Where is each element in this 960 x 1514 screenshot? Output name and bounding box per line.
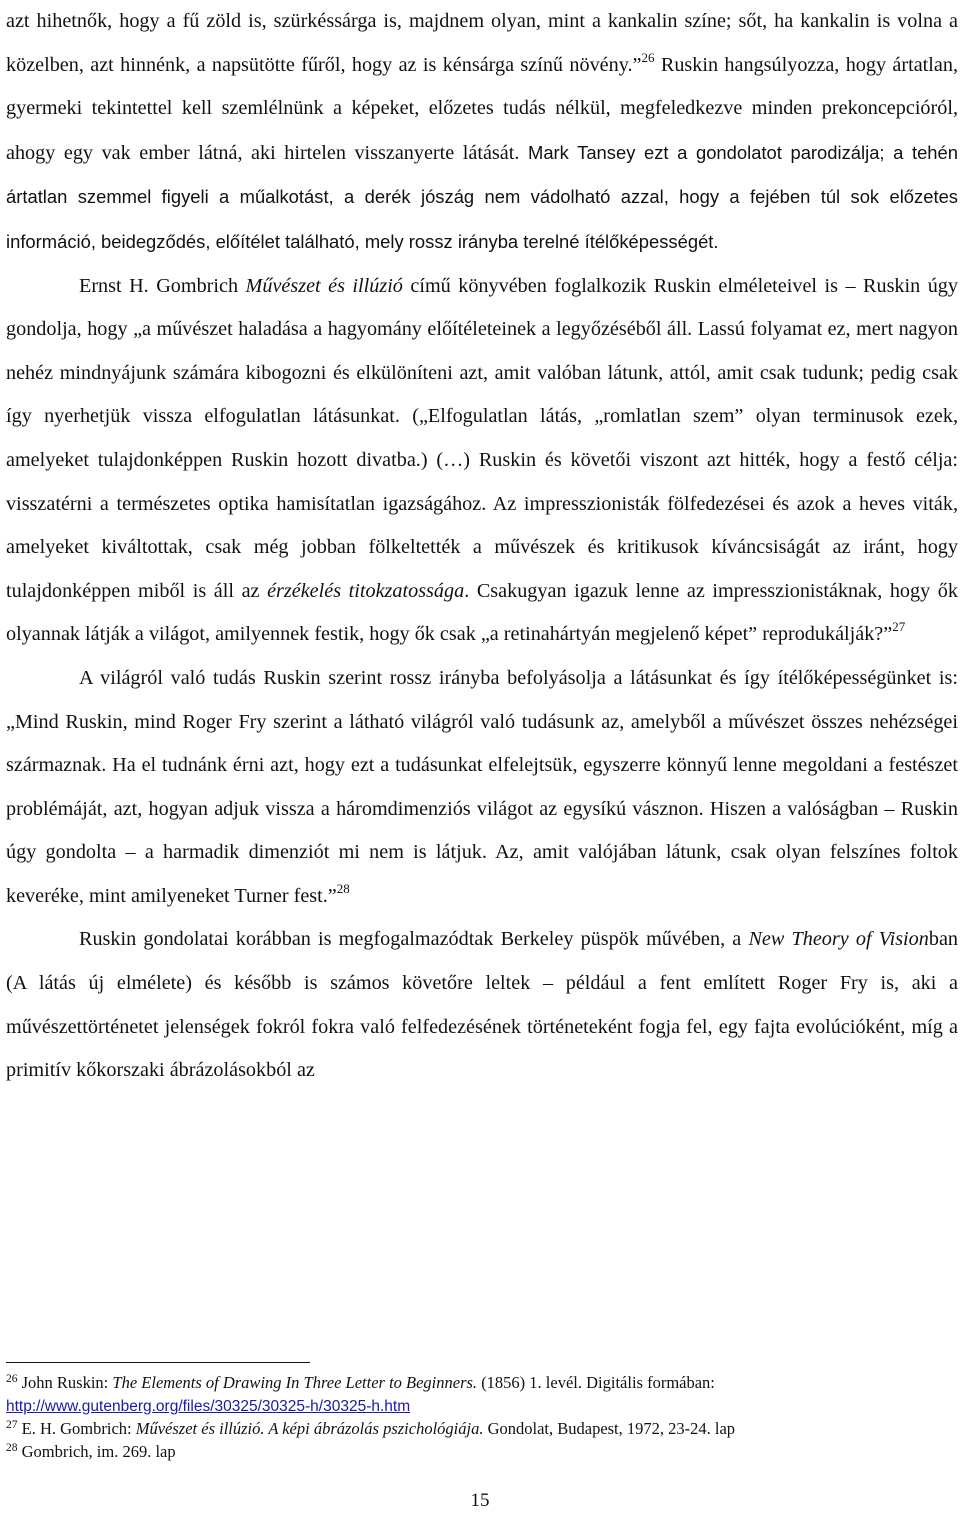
footnote-text: (1856) 1. levél. Digitális formában: xyxy=(477,1373,715,1392)
footnote-separator xyxy=(6,1362,310,1363)
paragraph-text-sans: Mark Tansey ezt a gondolatot parodizálja; a tehén ártatlan szemmel figyeli a műalkotást, a derék jószág nem vádolható azzal, hogy a fejében túl sok előzetes információ, beidegződés, előítélet található, mely rossz irányba terelné ítélőképességét. xyxy=(6,141,958,252)
paragraph-text: című könyvében foglalkozik Ruskin elméleteivel is – Ruskin úgy gondolja, hogy „a művészet haladása a hagyomány előítéleteinek a legyőzéséből áll. Lassú folyamat ez, mert nagyon nehéz mindnyájunk számára kibogozni és elkülöníteni azt, amit valóban látunk, attól, amit csak tudunk; pedig csak így nyerhetjük vissza elfogulatlan látásunkat. („Elfogulatlan látás, „romlatlan szem” olyan terminusok ezek, amelyeket tulajdonképpen Ruskin hozott divatba.) (…) Ruskin és követői viszont azt hitték, hogy a festő célja: visszatérni a természetes optika hamisítatlan igazságához. Az impresszionisták fölfedezései és azok a heves viták, amelyeket kiváltottak, csak még jobban fölkeltették a művészek és kritikusok kíváncsiságát az iránt, hogy tulajdonképpen miből is áll az xyxy=(6,274,958,602)
paragraph-berkeley xyxy=(6,918,958,1092)
paragraph-ruskin-innocent-eye xyxy=(6,0,958,265)
paragraph-text: . Csakugyan igazuk lenne az impresszionistáknak, hogy ők olyannak látják a világot, amilyennek festik, hogy ők csak „a retinahártyán megjelenő képet” reprodukálják?” xyxy=(6,579,958,646)
footnote-text: John Ruskin: xyxy=(17,1373,113,1392)
footnotes xyxy=(6,1372,958,1463)
footnote-27 xyxy=(6,1418,958,1441)
paragraph-knowledge xyxy=(6,657,958,919)
footnote-text: E. H. Gombrich: xyxy=(17,1419,136,1438)
paragraph-text: Ernst H. Gombrich xyxy=(79,274,246,297)
book-title: New Theory of Vision xyxy=(748,928,929,951)
main-text xyxy=(6,0,958,1093)
paragraph-text: Ruskin gondolatai korábban is megfogalmazódtak Berkeley püspök művében, a xyxy=(79,928,749,951)
footnote-reference[interactable]: 27 xyxy=(892,619,906,635)
footnote-link[interactable]: http://www.gutenberg.org/files/30325/30325-h/30325-h.htm xyxy=(6,1397,411,1415)
footnote-28 xyxy=(6,1441,958,1464)
footnote-text: Gondolat, Budapest, 1972, 23-24. lap xyxy=(483,1419,736,1438)
footnote-text: Gombrich, im. 269. lap xyxy=(17,1441,176,1461)
paragraph-text: azt hihetnők, hogy a fű zöld is, szürkéssárga is, majdnem olyan, mint a kankalin színe; sőt, ha kankalin is volna a közelben, azt hinnénk, a napsütötte fűről, hogy az is kénsárga színű növény.” xyxy=(6,10,958,76)
paragraph-text: Ruskin hangsúlyozza, hogy ártatlan, gyermeki tekintettel kell szemlélnünk a képeket, előzetes tudás nélkül, megfeledkezve minden prekoncepcióról, ahogy egy vak ember látná, aki hirtelen visszanyerte látását. xyxy=(6,53,958,164)
footnote-reference[interactable]: 26 xyxy=(641,49,655,65)
footnote-number: 27 xyxy=(6,1419,18,1431)
footnote-number: 28 xyxy=(6,1441,18,1454)
page-number: 15 xyxy=(470,1490,490,1511)
emphasis-text: érzékelés titokzatossága xyxy=(267,579,465,602)
footnote-26 xyxy=(6,1372,958,1418)
footnote-title: Művészet és illúzió. A képi ábrázolás pszichológiája. xyxy=(135,1419,484,1438)
footnote-number: 26 xyxy=(6,1373,18,1385)
paragraph-gombrich xyxy=(6,265,958,657)
paragraph-text: A világról való tudás Ruskin szerint rossz irányba befolyásolja a látásunkat és így ítélőképességünket is: „Mind Ruskin, mind Roger Fry szerint a látható világról való tudásunk az, amelyből a művészet összes nehézségei származnak. Ha el tudnánk érni azt, hogy ezt a tudásunkat elfelejtsük, egyszerre könnyű lenne megoldani a festészet problémáját, azt, hogyan adjuk vissza a háromdimenziós világot az egysíkú vásznon. Hiszen a valóságban – Ruskin úgy gondolta – a harmadik dimenziót mi nem is látjuk. Az, amit valójában látunk, csak olyan felszínes foltok keveréke, mint amilyeneket Turner fest.” xyxy=(6,666,958,907)
book-title: Művészet és illúzió xyxy=(245,274,403,297)
footnote-reference[interactable]: 28 xyxy=(336,880,350,896)
paragraph-text: ban (A látás új elmélete) és később is számos követőre leltek – például a fent említett Roger Fry is, aki a művészettörténetet jelenségek fokról fokra való felfedezésének történeteként fogja fel, egy fajta evolúcióként, míg a primitív kőkorszaki ábrázolásokból az xyxy=(6,928,958,1082)
footnote-title: The Elements of Drawing In Three Letter to Beginners. xyxy=(112,1373,478,1392)
